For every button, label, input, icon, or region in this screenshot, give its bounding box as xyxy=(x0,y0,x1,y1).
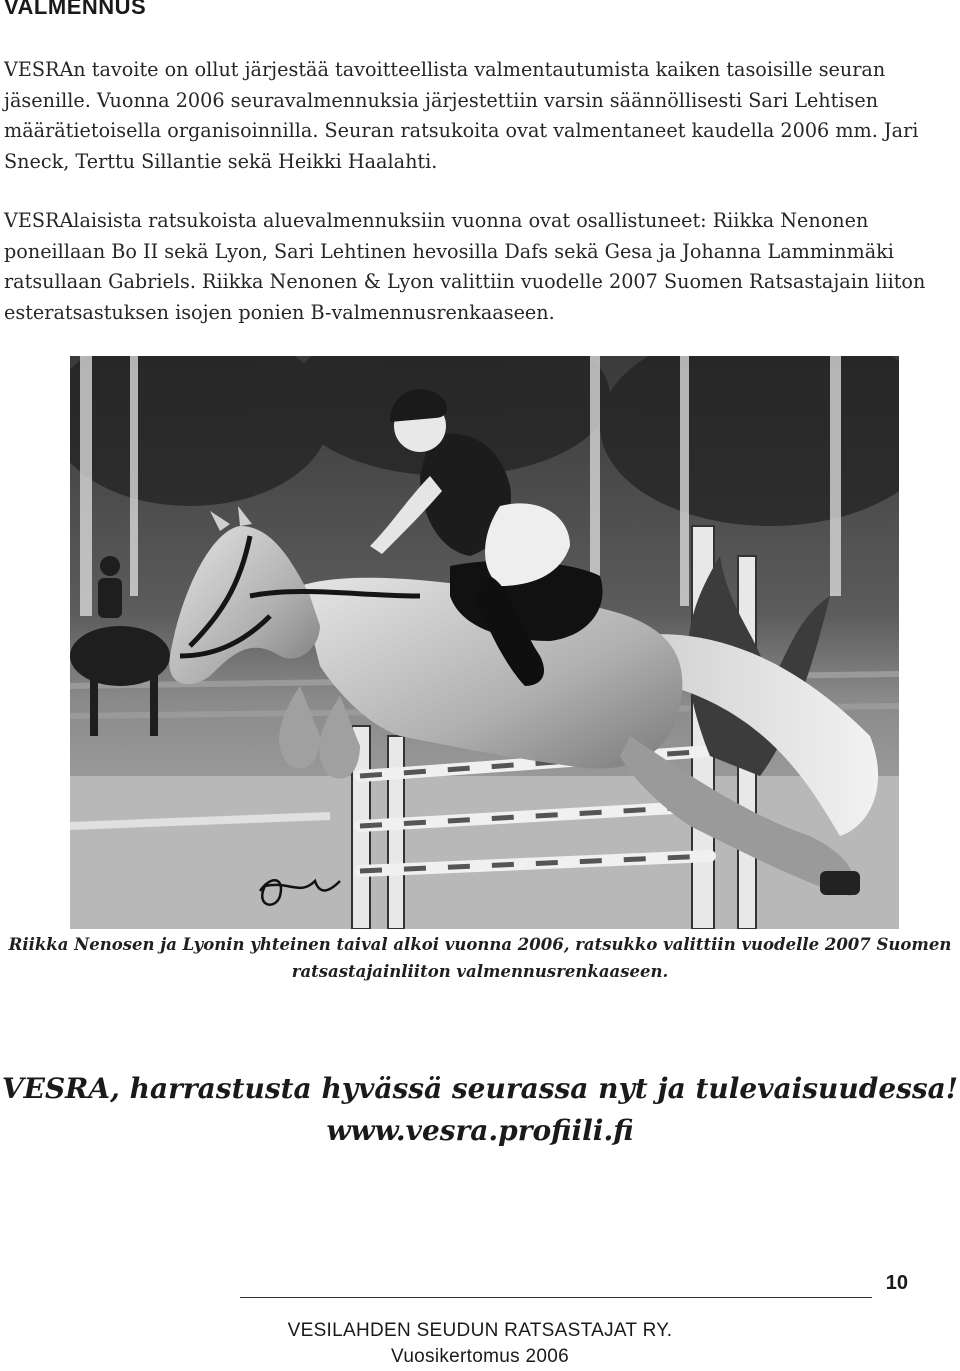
show-jumping-photo xyxy=(70,356,899,929)
slogan-line: VESRA, harrastusta hyvässä seurassa nyt ja tulevaisuudessa! xyxy=(1,1072,959,1105)
footer-organization: VESILAHDEN SEUDUN RATSASTAJAT RY. xyxy=(287,1320,673,1341)
intro-paragraph: VESRAn tavoite on ollut järjestää tavoitteellista valmentautumista kaiken tasoisille seuran jäsenille. Vuonna 2006 seuravalmennuksia järjestettiin varsin säännöllisesti Sari Lehtisen määrätietoisella organisoinnilla. Seuran ratsukoita ovat valmentaneet kaudella 2006 mm. Jari Sneck, Terttu Sillantie sekä Heikki Haalahti. xyxy=(4,58,919,173)
photo-caption xyxy=(0,931,960,985)
club-slogan xyxy=(0,1068,960,1152)
caption-line-2: ratsastajainliiton valmennusrenkaaseen. xyxy=(291,962,669,981)
caption-line-1: Riikka Nenosen ja Lyonin yhteinen taival alkoi vuonna 2006, ratsukko valittiin vuodelle 2007 Suomen xyxy=(8,935,952,954)
website-link[interactable]: www.vesra.profiili.fi xyxy=(326,1114,634,1147)
page-number: 10 xyxy=(885,1272,908,1294)
section-heading: VALMENNUS xyxy=(4,0,147,19)
footer-divider xyxy=(240,1297,872,1298)
regional-training-paragraph: VESRAlaisista ratsukoista aluevalmennuksiin vuonna ovat osallistuneet: Riikka Nenonen poneillaan Bo II sekä Lyon, Sari Lehtinen hevosilla Dafs sekä Gesa ja Johanna Lamminmäki ratsullaan Gabriels. Riikka Nenonen & Lyon valittiin vuodelle 2007 Suomen Ratsastajain liiton esteratsastuksen isojen ponien B-valmennusrenkaaseen. xyxy=(4,209,926,324)
footer-publication: Vuosikertomus 2006 xyxy=(391,1346,569,1367)
